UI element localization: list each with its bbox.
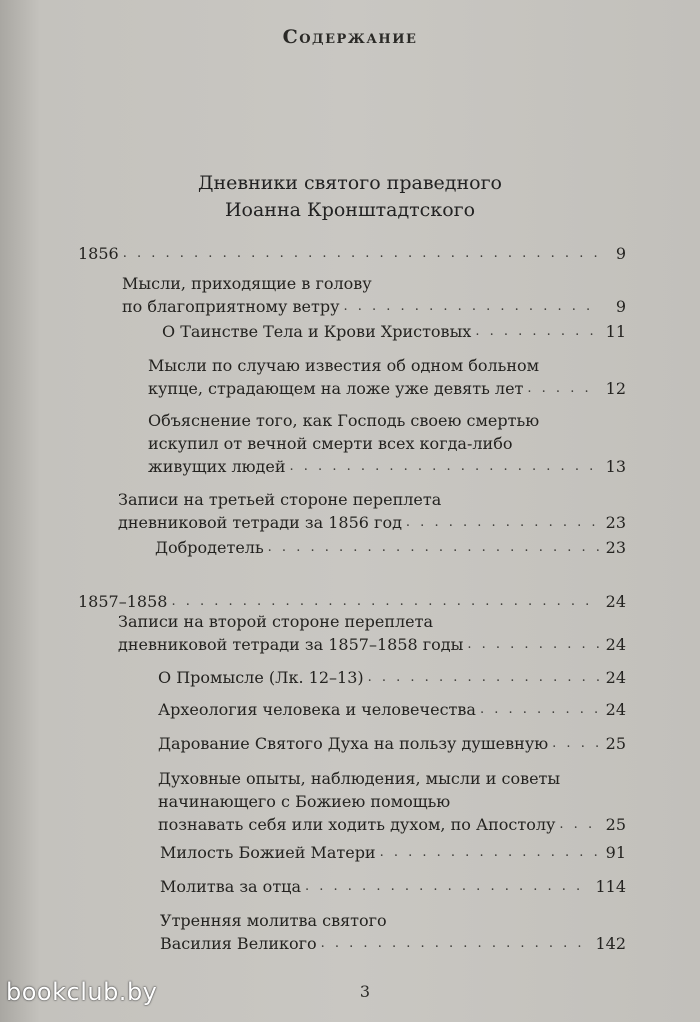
toc-entry-line: Записи на второй стороне переплета <box>118 612 434 631</box>
dot-leader <box>475 320 600 343</box>
toc-entry[interactable] <box>118 488 626 534</box>
toc-entry-title: Милость Божией Матери <box>160 843 376 862</box>
dot-leader <box>268 536 600 559</box>
dot-leader <box>343 295 600 318</box>
toc-entry-line: Мысли по случаю известия об одном больном <box>148 356 540 375</box>
toc-entry-line: начинающего с Божиею помощью <box>158 792 451 811</box>
toc-page-number: 9 <box>615 244 626 263</box>
toc-entry-line: Объяснение того, как Господь своею смертью <box>148 411 540 430</box>
toc-entry[interactable] <box>118 610 626 656</box>
toc-entry-title: дневниковой тетради за 1857–1858 годы <box>118 635 464 654</box>
toc-page-number: 24 <box>605 668 626 687</box>
toc-entry[interactable] <box>122 272 626 318</box>
toc-page-number: 25 <box>605 815 626 834</box>
dot-leader <box>123 242 600 265</box>
contents-heading: Содержание <box>282 26 418 48</box>
dot-leader <box>552 732 600 755</box>
dot-leader <box>321 932 592 955</box>
toc-entry[interactable] <box>148 354 626 400</box>
toc-page-number: 24 <box>605 635 626 654</box>
toc-entry-title: Археология человека и человечества <box>158 700 476 719</box>
toc-entry-title: дневниковой тетради за 1856 год <box>118 513 402 532</box>
dot-leader <box>368 666 600 689</box>
toc-page-number: 25 <box>605 734 626 753</box>
dot-leader <box>406 511 600 534</box>
toc-entry[interactable] <box>158 732 626 755</box>
toc-entry-title: Молитва за отца <box>160 877 301 896</box>
toc-page-number: 9 <box>615 297 626 316</box>
toc-page-number: 13 <box>605 457 626 476</box>
dot-leader <box>467 633 600 656</box>
toc-entry-line: искупил от вечной смерти всех когда-либо <box>148 434 513 453</box>
toc-entry[interactable] <box>158 666 626 689</box>
section-title-line-2: Иоанна Кронштадтского <box>224 199 476 221</box>
toc-entry[interactable] <box>158 698 626 721</box>
page-number: 3 <box>359 982 371 1001</box>
toc-entry-title: купце, страдающем на ложе уже девять лет <box>148 379 524 398</box>
toc-entry-line: Утренняя молитва святого <box>160 911 387 930</box>
dot-leader <box>527 377 600 400</box>
toc-entry-line: Записи на третьей стороне переплета <box>118 490 442 509</box>
dot-leader <box>380 841 600 864</box>
toc-page-number: 24 <box>605 592 626 611</box>
toc-entry-1856[interactable] <box>78 242 626 265</box>
toc-page-number: 12 <box>605 379 626 398</box>
toc-page-number: 23 <box>605 538 626 557</box>
toc-page-number: 91 <box>605 843 626 862</box>
toc-page-number: 23 <box>605 513 626 532</box>
toc-entry[interactable] <box>160 841 626 864</box>
toc-entry-title: познавать себя или ходить духом, по Апостолу <box>158 815 556 834</box>
toc-page-number: 24 <box>605 700 626 719</box>
toc-entry-title: Дарование Святого Духа на пользу душевную <box>158 734 549 753</box>
toc-entry[interactable] <box>160 875 626 898</box>
toc-entry-title: 1857–1858 <box>78 592 168 611</box>
toc-entry-title: 1856 <box>78 244 119 263</box>
toc-entry-title: живущих людей <box>148 457 286 476</box>
toc-entry-title: Василия Великого <box>160 934 317 953</box>
section-title <box>0 170 700 224</box>
toc-entry[interactable] <box>158 767 626 836</box>
dot-leader <box>305 875 591 898</box>
toc-entry-title: Добродетель <box>155 538 264 557</box>
toc-page-number: 114 <box>595 877 626 896</box>
toc-entry-title: О Таинстве Тела и Крови Христовых <box>162 322 472 341</box>
dot-leader <box>290 455 600 478</box>
toc-entry[interactable] <box>155 536 626 559</box>
toc-entry-line: Мысли, приходящие в голову <box>122 274 372 293</box>
section-title-line-1: Дневники святого праведного <box>198 172 502 194</box>
toc-entry-title: по благоприятному ветру <box>122 297 340 316</box>
toc-entry-title: О Промысле (Лк. 12–13) <box>158 668 364 687</box>
watermark-logo: bookclub.by <box>6 978 158 1006</box>
toc-page-number: 142 <box>595 934 626 953</box>
toc-entry[interactable] <box>160 909 626 955</box>
toc-page-number: 11 <box>605 322 626 341</box>
toc-entry[interactable] <box>162 320 626 343</box>
dot-leader <box>559 813 600 836</box>
toc-entry-line: Духовные опыты, наблюдения, мысли и советы <box>158 769 561 788</box>
dot-leader <box>480 698 600 721</box>
toc-entry[interactable] <box>148 409 626 478</box>
